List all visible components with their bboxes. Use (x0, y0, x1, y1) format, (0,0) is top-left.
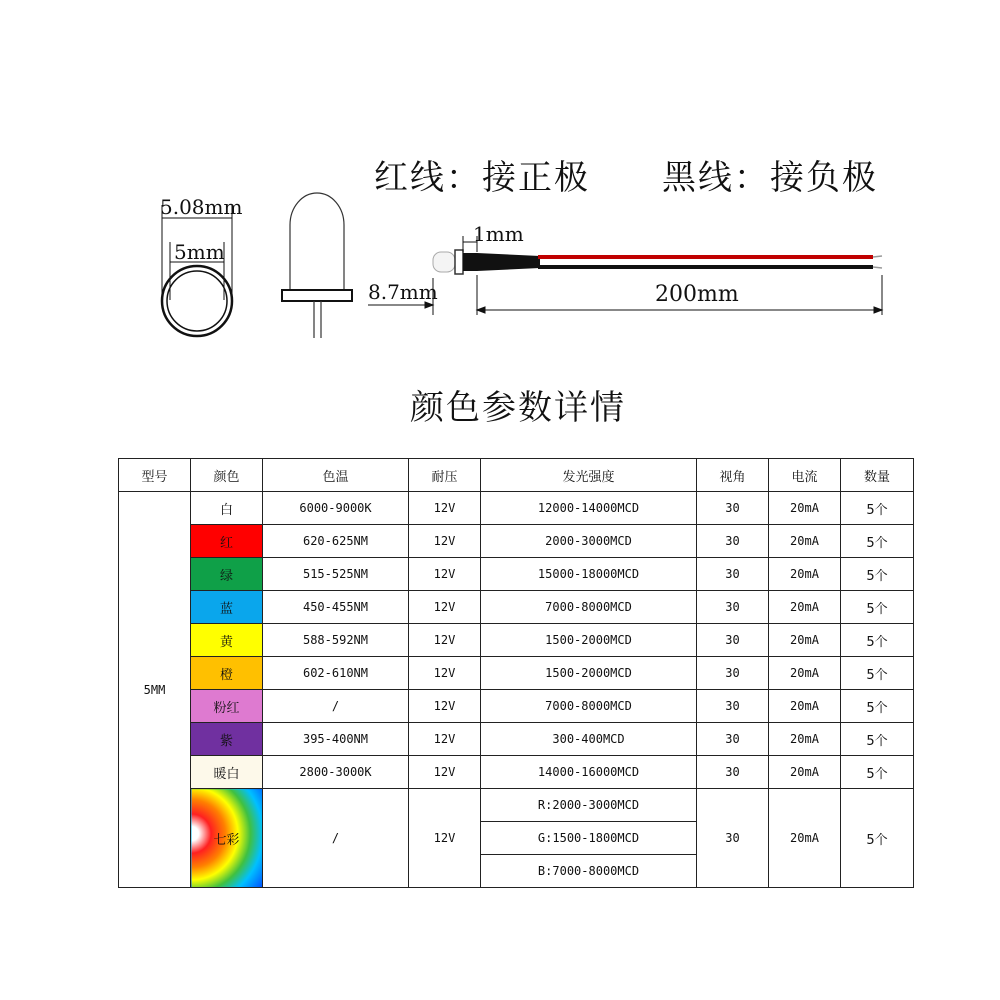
header-model: 型号 (119, 459, 191, 492)
inner-diameter-label: 5mm (174, 240, 225, 264)
voltage-cell: 12V (409, 657, 481, 690)
table-row (119, 525, 914, 558)
temp-cell: 395-400NM (263, 723, 409, 756)
voltage-cell: 12V (409, 624, 481, 657)
angle-cell: 30 (697, 624, 769, 657)
header-intensity: 发光强度 (481, 459, 697, 492)
qty-cell: 5个 (841, 624, 914, 657)
color-swatch: 黄 (191, 624, 263, 657)
table-row (119, 723, 914, 756)
temp-cell: 2800-3000K (263, 756, 409, 789)
voltage-cell: 12V (409, 690, 481, 723)
table-row (119, 558, 914, 591)
intensity-cell: 300-400MCD (481, 723, 697, 756)
table-row (119, 789, 914, 822)
color-swatch: 暖白 (191, 756, 263, 789)
intensity-cell: 1500-2000MCD (481, 657, 697, 690)
current-cell: 20mA (769, 690, 841, 723)
color-swatch: 红 (191, 525, 263, 558)
qty-cell: 5个 (841, 657, 914, 690)
voltage-cell: 12V (409, 756, 481, 789)
angle-cell: 30 (697, 723, 769, 756)
voltage-cell: 12V (409, 492, 481, 525)
voltage-cell: 12V (409, 591, 481, 624)
voltage-cell: 12V (409, 558, 481, 591)
outer-diameter-label: 5.08mm (160, 195, 243, 219)
qty-cell: 5个 (841, 591, 914, 624)
table-row (119, 591, 914, 624)
header-quantity: 数量 (841, 459, 914, 492)
intensity-cell: 12000-14000MCD (481, 492, 697, 525)
red-wire-label: 红线：接正极 (374, 158, 590, 198)
table-row (119, 756, 914, 789)
color-swatch: 粉红 (191, 690, 263, 723)
led-dimension-drawing (0, 0, 1000, 360)
base-length-label: 8.7mm (368, 280, 438, 304)
current-cell: 20mA (769, 591, 841, 624)
current-cell: 20mA (769, 525, 841, 558)
current-cell: 20mA (769, 624, 841, 657)
angle-cell: 30 (697, 558, 769, 591)
wire-dimension-lines (368, 236, 882, 315)
angle-cell: 30 (697, 789, 769, 888)
current-cell: 20mA (769, 492, 841, 525)
color-swatch: 七彩 (191, 789, 263, 888)
header-color: 颜色 (191, 459, 263, 492)
voltage-cell: 12V (409, 789, 481, 888)
section-title: 颜色参数详情 (410, 388, 626, 428)
temp-cell: 6000-9000K (263, 492, 409, 525)
led-side-view (282, 193, 352, 338)
temp-cell: / (263, 690, 409, 723)
black-wire-label: 黑线：接负极 (662, 158, 878, 198)
temp-cell: 515-525NM (263, 558, 409, 591)
voltage-cell: 12V (409, 525, 481, 558)
current-cell: 20mA (769, 789, 841, 888)
table-row (119, 690, 914, 723)
angle-cell: 30 (697, 756, 769, 789)
table-row (119, 492, 914, 525)
intensity-cell: B:7000-8000MCD (481, 855, 697, 888)
intensity-cell: 7000-8000MCD (481, 591, 697, 624)
table-header-row (119, 459, 914, 492)
header-current: 电流 (769, 459, 841, 492)
gap-label: 1mm (473, 222, 524, 246)
qty-cell: 5个 (841, 756, 914, 789)
qty-cell: 5个 (841, 558, 914, 591)
table-row (119, 624, 914, 657)
qty-cell: 5个 (841, 525, 914, 558)
color-swatch: 紫 (191, 723, 263, 756)
intensity-cell: 15000-18000MCD (481, 558, 697, 591)
header-angle: 视角 (697, 459, 769, 492)
table-row (119, 657, 914, 690)
color-spec-table (118, 458, 914, 888)
temp-cell: 620-625NM (263, 525, 409, 558)
led-top-view (162, 205, 232, 336)
temp-cell: / (263, 789, 409, 888)
header-voltage: 耐压 (409, 459, 481, 492)
intensity-cell: R:2000-3000MCD (481, 789, 697, 822)
qty-cell: 5个 (841, 492, 914, 525)
qty-cell: 5个 (841, 723, 914, 756)
angle-cell: 30 (697, 492, 769, 525)
current-cell: 20mA (769, 657, 841, 690)
angle-cell: 30 (697, 525, 769, 558)
current-cell: 20mA (769, 723, 841, 756)
temp-cell: 602-610NM (263, 657, 409, 690)
color-swatch: 白 (191, 492, 263, 525)
angle-cell: 30 (697, 657, 769, 690)
wire-length-label: 200mm (655, 282, 739, 307)
color-swatch: 橙 (191, 657, 263, 690)
intensity-cell: 7000-8000MCD (481, 690, 697, 723)
color-swatch: 绿 (191, 558, 263, 591)
current-cell: 20mA (769, 558, 841, 591)
header-temperature: 色温 (263, 459, 409, 492)
temp-cell: 450-455NM (263, 591, 409, 624)
model-cell: 5MM (119, 492, 191, 888)
current-cell: 20mA (769, 756, 841, 789)
temp-cell: 588-592NM (263, 624, 409, 657)
intensity-cell: 14000-16000MCD (481, 756, 697, 789)
led-with-wires (433, 250, 882, 274)
intensity-cell: 1500-2000MCD (481, 624, 697, 657)
intensity-cell: G:1500-1800MCD (481, 822, 697, 855)
color-swatch: 蓝 (191, 591, 263, 624)
voltage-cell: 12V (409, 723, 481, 756)
qty-cell: 5个 (841, 690, 914, 723)
angle-cell: 30 (697, 591, 769, 624)
intensity-cell: 2000-3000MCD (481, 525, 697, 558)
angle-cell: 30 (697, 690, 769, 723)
qty-cell: 5个 (841, 789, 914, 888)
